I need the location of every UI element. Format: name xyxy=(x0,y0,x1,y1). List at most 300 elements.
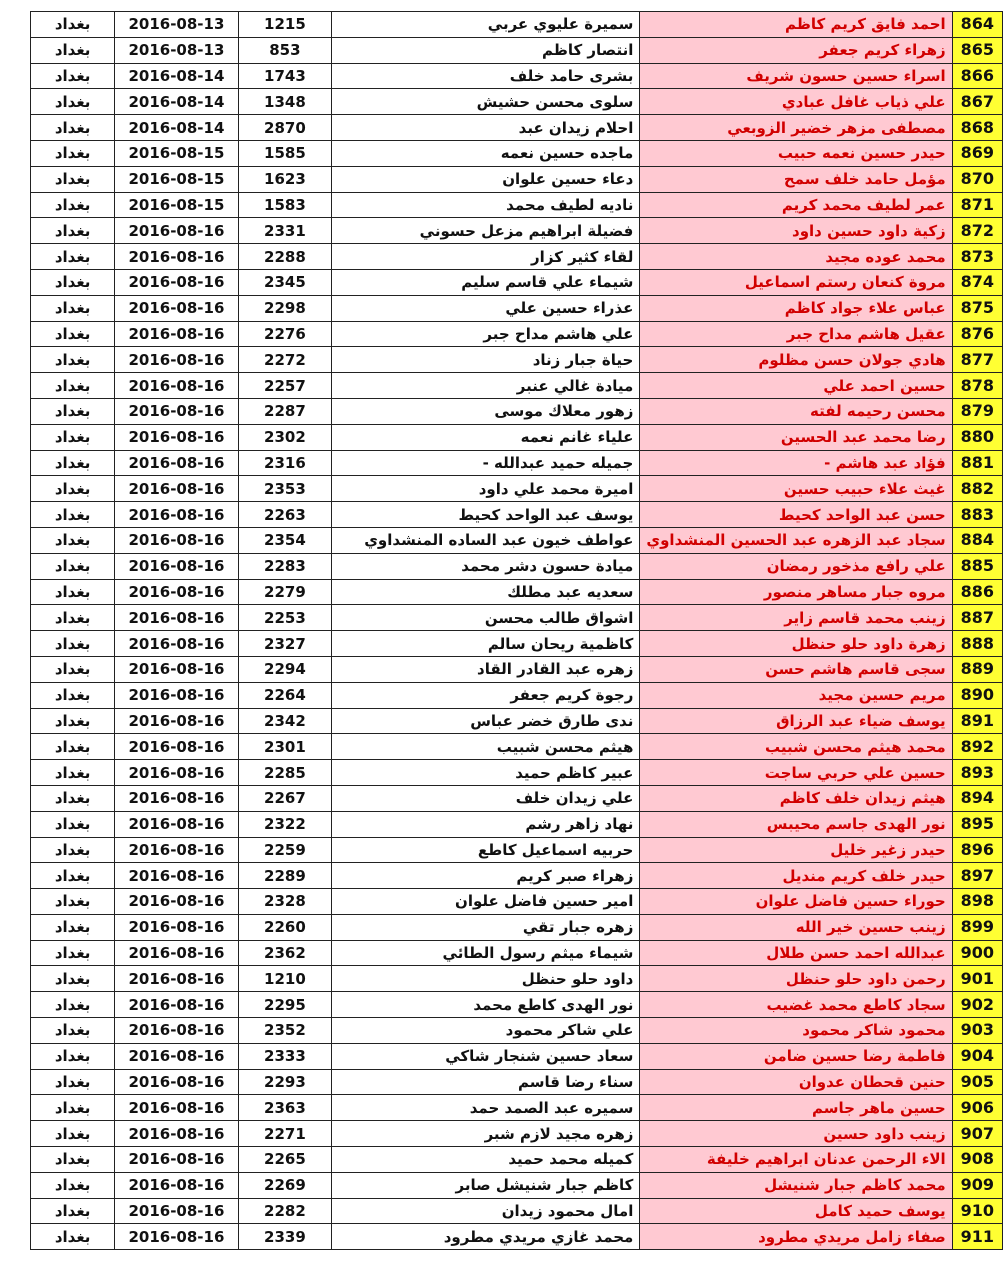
previous-holder-cell: محمد غازي مريدي مطرود xyxy=(332,1224,640,1250)
code-cell: 2287 xyxy=(238,398,332,424)
name-cell: حيدر خلف كريم منديل xyxy=(640,863,952,889)
name-cell: زكية داود حسين داود xyxy=(640,218,952,244)
date-cell: 2016-08-16 xyxy=(115,863,238,889)
city-cell: بغداد xyxy=(31,1095,115,1121)
previous-holder-cell: انتصار كاظم xyxy=(332,37,640,63)
records-body xyxy=(31,12,1003,1250)
date-cell: 2016-08-16 xyxy=(115,1069,238,1095)
date-cell: 2016-08-14 xyxy=(115,115,238,141)
code-cell: 2327 xyxy=(238,631,332,657)
code-cell: 2353 xyxy=(238,476,332,502)
sequence-number-cell: 895 xyxy=(952,811,1002,837)
name-cell: نور الهدى جاسم محيبس xyxy=(640,811,952,837)
table-row xyxy=(31,295,1003,321)
previous-holder-cell: نهاد زاهر رشم xyxy=(332,811,640,837)
sequence-number-cell: 902 xyxy=(952,992,1002,1018)
city-cell: بغداد xyxy=(31,940,115,966)
code-cell: 2288 xyxy=(238,244,332,270)
code-cell: 1583 xyxy=(238,192,332,218)
previous-holder-cell: ماجده حسين نعمه xyxy=(332,140,640,166)
previous-holder-cell: سلوى محسن حشيش xyxy=(332,89,640,115)
city-cell: بغداد xyxy=(31,192,115,218)
previous-holder-cell: علي هاشم مداح جبر xyxy=(332,321,640,347)
city-cell: بغداد xyxy=(31,1018,115,1044)
previous-holder-cell: علي شاكر محمود xyxy=(332,1018,640,1044)
name-cell: عقيل هاشم مداح جبر xyxy=(640,321,952,347)
name-cell: مصطفى مزهر خضير الزوبعي xyxy=(640,115,952,141)
code-cell: 2294 xyxy=(238,656,332,682)
sequence-number-cell: 867 xyxy=(952,89,1002,115)
date-cell: 2016-08-16 xyxy=(115,295,238,321)
city-cell: بغداد xyxy=(31,476,115,502)
date-cell: 2016-08-16 xyxy=(115,940,238,966)
name-cell: احمد فايق كريم كاظم xyxy=(640,12,952,38)
sequence-number-cell: 908 xyxy=(952,1147,1002,1173)
code-cell: 1585 xyxy=(238,140,332,166)
name-cell: محسن رحيمه لفته xyxy=(640,398,952,424)
code-cell: 2293 xyxy=(238,1069,332,1095)
previous-holder-cell: زهره عبد القادر القاد xyxy=(332,656,640,682)
table-row xyxy=(31,12,1003,38)
sequence-number-cell: 864 xyxy=(952,12,1002,38)
sequence-number-cell: 889 xyxy=(952,656,1002,682)
name-cell: غيث علاء حبيب حسين xyxy=(640,476,952,502)
date-cell: 2016-08-16 xyxy=(115,579,238,605)
code-cell: 2316 xyxy=(238,450,332,476)
table-row xyxy=(31,140,1003,166)
previous-holder-cell: شيماء علي قاسم سليم xyxy=(332,269,640,295)
table-row xyxy=(31,424,1003,450)
name-cell: حسن عبد الواحد كحيط xyxy=(640,502,952,528)
sequence-number-cell: 907 xyxy=(952,1121,1002,1147)
city-cell: بغداد xyxy=(31,1224,115,1250)
sequence-number-cell: 891 xyxy=(952,708,1002,734)
name-cell: يوسف ضياء عبد الرزاق xyxy=(640,708,952,734)
name-cell: حوراء حسين فاضل علوان xyxy=(640,889,952,915)
sequence-number-cell: 872 xyxy=(952,218,1002,244)
city-cell: بغداد xyxy=(31,734,115,760)
date-cell: 2016-08-16 xyxy=(115,966,238,992)
city-cell: بغداد xyxy=(31,811,115,837)
name-cell: محمد هيثم محسن شبيب xyxy=(640,734,952,760)
city-cell: بغداد xyxy=(31,502,115,528)
city-cell: بغداد xyxy=(31,656,115,682)
name-cell: رضا محمد عبد الحسين xyxy=(640,424,952,450)
table-row xyxy=(31,527,1003,553)
code-cell: 2352 xyxy=(238,1018,332,1044)
sequence-number-cell: 885 xyxy=(952,553,1002,579)
city-cell: بغداد xyxy=(31,347,115,373)
sequence-number-cell: 871 xyxy=(952,192,1002,218)
code-cell: 2331 xyxy=(238,218,332,244)
code-cell: 2271 xyxy=(238,1121,332,1147)
code-cell: 2285 xyxy=(238,760,332,786)
name-cell: زينب داود حسين xyxy=(640,1121,952,1147)
code-cell: 2269 xyxy=(238,1172,332,1198)
name-cell: مريم حسين مجيد xyxy=(640,682,952,708)
city-cell: بغداد xyxy=(31,992,115,1018)
sequence-number-cell: 882 xyxy=(952,476,1002,502)
previous-holder-cell: زهراء صبر كريم xyxy=(332,863,640,889)
code-cell: 2257 xyxy=(238,373,332,399)
name-cell: عباس علاء جواد كاظم xyxy=(640,295,952,321)
table-row xyxy=(31,89,1003,115)
name-cell: حسين علي حربي ساجت xyxy=(640,760,952,786)
city-cell: بغداد xyxy=(31,966,115,992)
code-cell: 1623 xyxy=(238,166,332,192)
table-row xyxy=(31,1224,1003,1250)
date-cell: 2016-08-16 xyxy=(115,1095,238,1121)
code-cell: 2333 xyxy=(238,1043,332,1069)
sequence-number-cell: 868 xyxy=(952,115,1002,141)
city-cell: بغداد xyxy=(31,398,115,424)
date-cell: 2016-08-14 xyxy=(115,63,238,89)
city-cell: بغداد xyxy=(31,760,115,786)
table-row xyxy=(31,502,1003,528)
city-cell: بغداد xyxy=(31,269,115,295)
date-cell: 2016-08-16 xyxy=(115,269,238,295)
name-cell: صفاء زامل مريدي مطرود xyxy=(640,1224,952,1250)
code-cell: 2298 xyxy=(238,295,332,321)
previous-holder-cell: داود حلو حنظل xyxy=(332,966,640,992)
date-cell: 2016-08-16 xyxy=(115,837,238,863)
previous-holder-cell: امال محمود زيدان xyxy=(332,1198,640,1224)
city-cell: بغداد xyxy=(31,63,115,89)
sequence-number-cell: 866 xyxy=(952,63,1002,89)
previous-holder-cell: اشواق طالب محسن xyxy=(332,605,640,631)
code-cell: 2283 xyxy=(238,553,332,579)
name-cell: محمد كاظم جبار شنيشل xyxy=(640,1172,952,1198)
table-row xyxy=(31,553,1003,579)
sequence-number-cell: 874 xyxy=(952,269,1002,295)
code-cell: 2870 xyxy=(238,115,332,141)
name-cell: اسراء حسين حسون شريف xyxy=(640,63,952,89)
city-cell: بغداد xyxy=(31,450,115,476)
sequence-number-cell: 894 xyxy=(952,785,1002,811)
name-cell: زهرة داود حلو حنظل xyxy=(640,631,952,657)
previous-holder-cell: رجوة كريم جعفر xyxy=(332,682,640,708)
date-cell: 2016-08-16 xyxy=(115,914,238,940)
city-cell: بغداد xyxy=(31,708,115,734)
table-row xyxy=(31,605,1003,631)
date-cell: 2016-08-16 xyxy=(115,373,238,399)
sequence-number-cell: 880 xyxy=(952,424,1002,450)
code-cell: 2260 xyxy=(238,914,332,940)
city-cell: بغداد xyxy=(31,12,115,38)
sequence-number-cell: 879 xyxy=(952,398,1002,424)
records-table xyxy=(30,11,1003,1250)
previous-holder-cell: نور الهدى كاطع محمد xyxy=(332,992,640,1018)
date-cell: 2016-08-16 xyxy=(115,631,238,657)
city-cell: بغداد xyxy=(31,605,115,631)
sequence-number-cell: 910 xyxy=(952,1198,1002,1224)
name-cell: علي ذياب غافل عبادي xyxy=(640,89,952,115)
previous-holder-cell: ميادة حسون دشر محمد xyxy=(332,553,640,579)
date-cell: 2016-08-16 xyxy=(115,476,238,502)
previous-holder-cell: كميله محمد حميد xyxy=(332,1147,640,1173)
code-cell: 2354 xyxy=(238,527,332,553)
sequence-number-cell: 896 xyxy=(952,837,1002,863)
date-cell: 2016-08-16 xyxy=(115,889,238,915)
previous-holder-cell: عواطف خيون عبد الساده المنشداوي xyxy=(332,527,640,553)
sequence-number-cell: 909 xyxy=(952,1172,1002,1198)
previous-holder-cell: امير حسين فاضل علوان xyxy=(332,889,640,915)
sequence-number-cell: 900 xyxy=(952,940,1002,966)
code-cell: 2362 xyxy=(238,940,332,966)
code-cell: 2289 xyxy=(238,863,332,889)
date-cell: 2016-08-16 xyxy=(115,502,238,528)
name-cell: حسين احمد علي xyxy=(640,373,952,399)
name-cell: حنين قحطان عدوان xyxy=(640,1069,952,1095)
name-cell: سجاد عبد الزهره عبد الحسين المنشداوي xyxy=(640,527,952,553)
code-cell: 2345 xyxy=(238,269,332,295)
name-cell: عمر لطيف محمد كريم xyxy=(640,192,952,218)
previous-holder-cell: سميره عبد الصمد حمد xyxy=(332,1095,640,1121)
previous-holder-cell: ناديه لطيف محمد xyxy=(332,192,640,218)
previous-holder-cell: شيماء ميثم رسول الطائي xyxy=(332,940,640,966)
date-cell: 2016-08-16 xyxy=(115,398,238,424)
sequence-number-cell: 906 xyxy=(952,1095,1002,1121)
table-row xyxy=(31,966,1003,992)
code-cell: 2328 xyxy=(238,889,332,915)
sequence-number-cell: 870 xyxy=(952,166,1002,192)
city-cell: بغداد xyxy=(31,373,115,399)
table-row xyxy=(31,373,1003,399)
date-cell: 2016-08-16 xyxy=(115,1224,238,1250)
city-cell: بغداد xyxy=(31,579,115,605)
table-row xyxy=(31,37,1003,63)
table-row xyxy=(31,63,1003,89)
date-cell: 2016-08-16 xyxy=(115,734,238,760)
sequence-number-cell: 887 xyxy=(952,605,1002,631)
table-row xyxy=(31,1121,1003,1147)
date-cell: 2016-08-16 xyxy=(115,682,238,708)
date-cell: 2016-08-16 xyxy=(115,218,238,244)
date-cell: 2016-08-16 xyxy=(115,811,238,837)
previous-holder-cell: سعديه عبد مطلك xyxy=(332,579,640,605)
date-cell: 2016-08-16 xyxy=(115,1043,238,1069)
code-cell: 2267 xyxy=(238,785,332,811)
table-row xyxy=(31,760,1003,786)
date-cell: 2016-08-16 xyxy=(115,1198,238,1224)
code-cell: 2263 xyxy=(238,502,332,528)
code-cell: 2295 xyxy=(238,992,332,1018)
city-cell: بغداد xyxy=(31,321,115,347)
table-row xyxy=(31,450,1003,476)
table-row xyxy=(31,347,1003,373)
name-cell: حيدر حسين نعمه حبيب xyxy=(640,140,952,166)
date-cell: 2016-08-14 xyxy=(115,89,238,115)
code-cell: 2282 xyxy=(238,1198,332,1224)
sequence-number-cell: 897 xyxy=(952,863,1002,889)
sequence-number-cell: 888 xyxy=(952,631,1002,657)
city-cell: بغداد xyxy=(31,244,115,270)
date-cell: 2016-08-16 xyxy=(115,347,238,373)
previous-holder-cell: سناء رضا قاسم xyxy=(332,1069,640,1095)
city-cell: بغداد xyxy=(31,37,115,63)
table-row xyxy=(31,218,1003,244)
date-cell: 2016-08-13 xyxy=(115,12,238,38)
previous-holder-cell: احلام زيدان عبد xyxy=(332,115,640,141)
table-row xyxy=(31,1172,1003,1198)
code-cell: 2276 xyxy=(238,321,332,347)
name-cell: حيدر زغير خليل xyxy=(640,837,952,863)
date-cell: 2016-08-15 xyxy=(115,192,238,218)
table-row xyxy=(31,811,1003,837)
city-cell: بغداد xyxy=(31,218,115,244)
sequence-number-cell: 890 xyxy=(952,682,1002,708)
date-cell: 2016-08-16 xyxy=(115,321,238,347)
city-cell: بغداد xyxy=(31,1147,115,1173)
date-cell: 2016-08-15 xyxy=(115,166,238,192)
table-row xyxy=(31,1147,1003,1173)
city-cell: بغداد xyxy=(31,1172,115,1198)
previous-holder-cell: يوسف عبد الواحد كحيط xyxy=(332,502,640,528)
name-cell: محمد عوده مجيد xyxy=(640,244,952,270)
table-row xyxy=(31,708,1003,734)
table-row xyxy=(31,192,1003,218)
sequence-number-cell: 878 xyxy=(952,373,1002,399)
code-cell: 2363 xyxy=(238,1095,332,1121)
date-cell: 2016-08-16 xyxy=(115,760,238,786)
previous-holder-cell: لقاء كثير كزار xyxy=(332,244,640,270)
table-row xyxy=(31,863,1003,889)
table-row xyxy=(31,115,1003,141)
city-cell: بغداد xyxy=(31,1198,115,1224)
sequence-number-cell: 875 xyxy=(952,295,1002,321)
previous-holder-cell: علي زيدان خلف xyxy=(332,785,640,811)
city-cell: بغداد xyxy=(31,837,115,863)
table-row xyxy=(31,321,1003,347)
sequence-number-cell: 901 xyxy=(952,966,1002,992)
sequence-number-cell: 905 xyxy=(952,1069,1002,1095)
code-cell: 2322 xyxy=(238,811,332,837)
city-cell: بغداد xyxy=(31,295,115,321)
table-row xyxy=(31,398,1003,424)
code-cell: 1348 xyxy=(238,89,332,115)
sequence-number-cell: 892 xyxy=(952,734,1002,760)
table-row xyxy=(31,244,1003,270)
sequence-number-cell: 903 xyxy=(952,1018,1002,1044)
previous-holder-cell: ميادة غالي عنبر xyxy=(332,373,640,399)
city-cell: بغداد xyxy=(31,89,115,115)
code-cell: 1215 xyxy=(238,12,332,38)
previous-holder-cell: زهره جبار تقي xyxy=(332,914,640,940)
city-cell: بغداد xyxy=(31,785,115,811)
name-cell: زهراء كريم جعفر xyxy=(640,37,952,63)
sequence-number-cell: 898 xyxy=(952,889,1002,915)
city-cell: بغداد xyxy=(31,166,115,192)
name-cell: فاطمة رضا حسين ضامن xyxy=(640,1043,952,1069)
code-cell: 2259 xyxy=(238,837,332,863)
name-cell: هادي جولان حسن مظلوم xyxy=(640,347,952,373)
sequence-number-cell: 893 xyxy=(952,760,1002,786)
date-cell: 2016-08-16 xyxy=(115,605,238,631)
sequence-number-cell: 865 xyxy=(952,37,1002,63)
table-row xyxy=(31,1095,1003,1121)
table-row xyxy=(31,631,1003,657)
name-cell: سجى قاسم هاشم حسن xyxy=(640,656,952,682)
table-row xyxy=(31,682,1003,708)
sequence-number-cell: 873 xyxy=(952,244,1002,270)
date-cell: 2016-08-16 xyxy=(115,553,238,579)
table-row xyxy=(31,1018,1003,1044)
sequence-number-cell: 876 xyxy=(952,321,1002,347)
previous-holder-cell: جميله حميد عبدالله - xyxy=(332,450,640,476)
name-cell: محمود شاكر محمود xyxy=(640,1018,952,1044)
previous-holder-cell: حربيه اسماعيل كاطع xyxy=(332,837,640,863)
sequence-number-cell: 884 xyxy=(952,527,1002,553)
previous-holder-cell: كاظم جبار شنيشل صابر xyxy=(332,1172,640,1198)
table-row xyxy=(31,734,1003,760)
table-row xyxy=(31,1198,1003,1224)
table-row xyxy=(31,889,1003,915)
previous-holder-cell: اميرة محمد علي داود xyxy=(332,476,640,502)
name-cell: حسين ماهر جاسم xyxy=(640,1095,952,1121)
city-cell: بغداد xyxy=(31,889,115,915)
date-cell: 2016-08-15 xyxy=(115,140,238,166)
previous-holder-cell: علياء غانم نعمه xyxy=(332,424,640,450)
sequence-number-cell: 911 xyxy=(952,1224,1002,1250)
table-row xyxy=(31,269,1003,295)
date-cell: 2016-08-16 xyxy=(115,1147,238,1173)
table-row xyxy=(31,166,1003,192)
name-cell: يوسف حميد كامل xyxy=(640,1198,952,1224)
city-cell: بغداد xyxy=(31,424,115,450)
date-cell: 2016-08-16 xyxy=(115,527,238,553)
name-cell: زينب محمد قاسم زاير xyxy=(640,605,952,631)
date-cell: 2016-08-13 xyxy=(115,37,238,63)
table-row xyxy=(31,940,1003,966)
previous-holder-cell: ندى طارق خضر عباس xyxy=(332,708,640,734)
code-cell: 2302 xyxy=(238,424,332,450)
date-cell: 2016-08-16 xyxy=(115,992,238,1018)
date-cell: 2016-08-16 xyxy=(115,1121,238,1147)
code-cell: 2342 xyxy=(238,708,332,734)
previous-holder-cell: عبير كاظم حميد xyxy=(332,760,640,786)
previous-holder-cell: حياة جبار زناد xyxy=(332,347,640,373)
table-row xyxy=(31,476,1003,502)
name-cell: سجاد كاطع محمد غضيب xyxy=(640,992,952,1018)
name-cell: مروة كنعان رستم اسماعيل xyxy=(640,269,952,295)
date-cell: 2016-08-16 xyxy=(115,424,238,450)
date-cell: 2016-08-16 xyxy=(115,708,238,734)
table-row xyxy=(31,992,1003,1018)
city-cell: بغداد xyxy=(31,1069,115,1095)
name-cell: زينب حسين خير الله xyxy=(640,914,952,940)
previous-holder-cell: هيثم محسن شبيب xyxy=(332,734,640,760)
previous-holder-cell: فضيلة ابراهيم مزعل حسوني xyxy=(332,218,640,244)
previous-holder-cell: كاظمية ريحان سالم xyxy=(332,631,640,657)
sequence-number-cell: 869 xyxy=(952,140,1002,166)
city-cell: بغداد xyxy=(31,140,115,166)
sequence-number-cell: 883 xyxy=(952,502,1002,528)
date-cell: 2016-08-16 xyxy=(115,656,238,682)
sequence-number-cell: 886 xyxy=(952,579,1002,605)
city-cell: بغداد xyxy=(31,863,115,889)
table-row xyxy=(31,1043,1003,1069)
code-cell: 1210 xyxy=(238,966,332,992)
date-cell: 2016-08-16 xyxy=(115,244,238,270)
date-cell: 2016-08-16 xyxy=(115,1018,238,1044)
code-cell: 2339 xyxy=(238,1224,332,1250)
previous-holder-cell: بشرى حامد خلف xyxy=(332,63,640,89)
table-row xyxy=(31,656,1003,682)
name-cell: هيثم زيدان خلف كاظم xyxy=(640,785,952,811)
previous-holder-cell: سعاد حسين شنجار شاكي xyxy=(332,1043,640,1069)
name-cell: مروه جبار مساهر منصور xyxy=(640,579,952,605)
city-cell: بغداد xyxy=(31,527,115,553)
